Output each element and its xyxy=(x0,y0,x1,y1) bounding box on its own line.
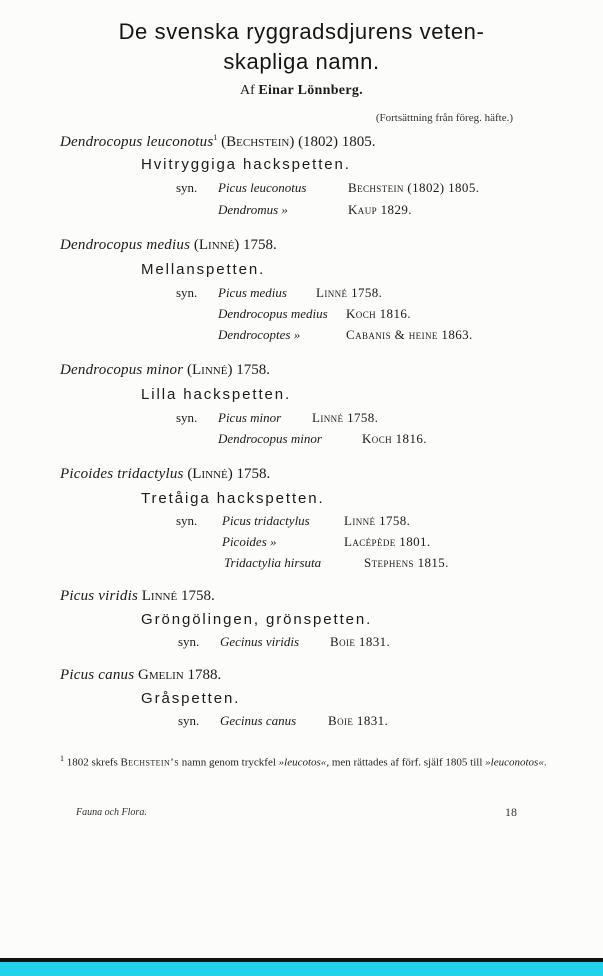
synonym-author: Koch 1816. xyxy=(362,431,427,446)
page-title-line1: De svenska ryggradsdjurens veten- xyxy=(118,19,485,44)
synonym-label: syn. xyxy=(176,513,198,528)
synonym-author: Stephens 1815. xyxy=(364,555,449,570)
synonym-author: Bechstein (1802) 1805. xyxy=(348,180,480,195)
species-author: (Linné) 1758. xyxy=(187,466,271,482)
journal-name: Fauna och Flora. xyxy=(76,807,147,818)
species-name: Dendrocopus minor xyxy=(60,362,184,378)
footnote xyxy=(60,751,550,771)
species-name: Picus viridis xyxy=(60,588,139,604)
common-name: Mellanspetten. xyxy=(141,261,266,278)
synonym-row xyxy=(176,180,556,198)
common-name: Tretåiga hackspetten. xyxy=(141,490,325,507)
synonym-author: Linné 1758. xyxy=(312,410,379,425)
scan-background-strip xyxy=(0,962,603,976)
author-prefix: Af xyxy=(240,83,255,98)
synonym-author: Linné 1758. xyxy=(316,285,383,300)
species-author: (Linné) 1758. xyxy=(193,237,277,253)
species-heading xyxy=(60,133,376,151)
synonym-row xyxy=(176,555,556,573)
species-name: Picoides tridactylus xyxy=(60,466,184,482)
synonym-row xyxy=(176,202,556,220)
footnote-end: . xyxy=(543,756,547,769)
synonym-row xyxy=(178,634,558,652)
synonym-author: Cabanis & heine 1863. xyxy=(346,327,473,342)
page-title-line2: skapliga namn. xyxy=(223,49,380,74)
common-name: Gröngölingen, grönspetten. xyxy=(141,611,373,628)
species-name: Picus canus xyxy=(60,667,135,683)
synonym-name: Dendromus » xyxy=(218,202,288,217)
synonym-row xyxy=(176,410,556,428)
species-author: Gmelin 1788. xyxy=(138,667,222,683)
synonym-name: Picus medius xyxy=(218,285,287,300)
synonym-author: Boie 1831. xyxy=(330,634,391,649)
synonym-label: syn. xyxy=(176,180,198,195)
footnote-text-a: 1802 skrefs xyxy=(66,756,118,769)
synonym-name: Picus minor xyxy=(218,410,282,425)
common-name: Gråspetten. xyxy=(141,690,241,707)
synonym-author: Kaup 1829. xyxy=(348,202,412,217)
synonym-row xyxy=(176,431,556,449)
synonym-name: Picoides » xyxy=(222,534,277,549)
species-heading xyxy=(60,466,270,483)
synonym-name: Picus leuconotus xyxy=(218,180,307,195)
common-name: Hvitryggiga hackspetten. xyxy=(141,156,351,173)
synonym-name: Picus tridactylus xyxy=(222,513,310,528)
species-heading xyxy=(60,362,270,379)
synonym-label: syn. xyxy=(178,713,200,728)
species-author: (Bechstein) (1802) 1805. xyxy=(221,134,376,150)
synonym-author: Boie 1831. xyxy=(328,713,389,728)
footnote-text-b: namn genom tryckfel xyxy=(181,756,276,769)
species-author: Linné 1758. xyxy=(141,588,215,604)
synonym-name: Dendrocopus minor xyxy=(218,431,322,446)
footnote-author: Bechstein’s xyxy=(120,756,180,769)
page-number: 18 xyxy=(505,805,517,819)
synonym-row xyxy=(176,513,556,531)
synonym-name: Tridactylia hirsuta xyxy=(224,555,322,570)
synonym-row xyxy=(176,534,556,552)
synonym-row xyxy=(176,306,556,324)
synonym-author: Koch 1816. xyxy=(346,306,411,321)
footnote-mark: 1 xyxy=(60,754,64,763)
synonym-label: syn. xyxy=(176,410,198,425)
synonym-label: syn. xyxy=(176,285,198,300)
synonym-name: Gecinus canus xyxy=(220,713,297,728)
footnote-right-name: »leuconotos« xyxy=(485,756,544,769)
synonym-author: Lacépède 1801. xyxy=(344,534,431,549)
synonym-row xyxy=(176,327,556,345)
footnote-ref: 1 xyxy=(213,133,218,142)
author-name: Einar Lönnberg. xyxy=(258,83,363,98)
synonym-name: Gecinus viridis xyxy=(220,634,300,649)
synonym-name: Dendrocopus medius xyxy=(218,306,328,321)
species-name: Dendrocopus medius xyxy=(60,237,191,253)
species-author: (Linné) 1758. xyxy=(187,362,270,378)
synonym-name: Dendrocoptes » xyxy=(218,327,301,342)
species-heading xyxy=(60,667,221,684)
continuation-note: (Fortsättning från föreg. häfte.) xyxy=(375,112,513,124)
synonym-row xyxy=(178,713,558,731)
synonym-label: syn. xyxy=(178,634,200,649)
footnote-text-c: , men rättades af förf. själf 1805 till xyxy=(326,756,483,769)
species-heading xyxy=(60,237,277,254)
common-name: Lilla hackspetten. xyxy=(141,386,292,403)
synonym-author: Linné 1758. xyxy=(344,513,411,528)
footnote-wrong-name: »leucotos« xyxy=(278,756,327,769)
author-line xyxy=(0,83,603,99)
synonym-row xyxy=(176,285,556,303)
species-name: Dendrocopus leuconotus xyxy=(60,134,214,150)
species-heading xyxy=(60,588,215,605)
